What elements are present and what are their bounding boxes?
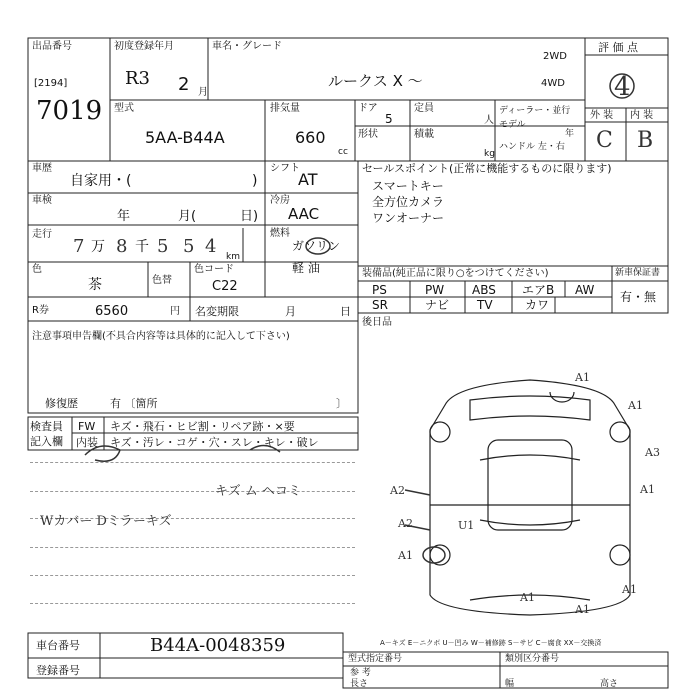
damage-mark: A3: [645, 446, 660, 459]
equipment-pw: PW: [425, 283, 445, 297]
mileage-digit: 5: [183, 236, 195, 257]
name-change-day: 日: [340, 305, 351, 318]
equipment-airbag: エアB: [522, 283, 555, 297]
reg-no-label: 登録番号: [36, 664, 80, 677]
recycle-unit: 円: [170, 306, 180, 317]
ac-label: 冷房: [270, 195, 290, 206]
fuel-diesel: 軽 油: [292, 261, 320, 275]
new-car-warranty-label: 新車保証書: [615, 268, 661, 278]
capacity-unit: 人: [484, 115, 494, 126]
car-name-label: 車名・グレード: [212, 41, 282, 52]
mileage-label: 走行: [32, 229, 52, 240]
damage-legend: A－キズ E－ニクボ U－凹み W－補修跡 S－サビ C－腐食 XX－交換済: [380, 639, 602, 647]
body-label: 形状: [358, 129, 378, 140]
name-change-label: 名変期限: [195, 305, 239, 318]
inspection-year: 年: [117, 209, 131, 224]
note-line: [30, 575, 355, 576]
model-year-label: モデル: [499, 120, 526, 130]
shift-label: シフト: [270, 163, 300, 174]
lot-no-label: 出品番号: [32, 41, 72, 52]
recycle-value: 6560: [95, 304, 129, 319]
mileage-unit-sen: 千: [135, 239, 149, 255]
damage-mark: A2: [390, 484, 405, 497]
damage-mark: A1: [628, 399, 643, 412]
fw-label: FW: [78, 420, 96, 433]
car-name: ルークス X ～: [328, 72, 423, 90]
width-label: 幅: [505, 679, 515, 689]
mileage-digit: 5: [157, 236, 169, 257]
rear-seat-label: 後日品: [362, 317, 392, 328]
interior-grade: B: [637, 128, 654, 153]
score-value: 4: [614, 72, 631, 102]
equipment-tv: TV: [477, 298, 493, 312]
handwritten-note: キズ ム ヘコミ: [215, 484, 302, 499]
car-diagram: [430, 380, 630, 615]
sales-point-item: 全方位カメラ: [372, 195, 445, 209]
chassis-label: 車台番号: [36, 639, 80, 652]
repair-label: 修復歴: [45, 397, 78, 410]
damage-mark: A1: [640, 483, 655, 496]
reg-month: 2: [178, 74, 190, 95]
damage-mark: A1: [520, 591, 535, 604]
first-reg-label: 初度登録年月: [114, 41, 174, 52]
damage-mark: A1: [575, 371, 590, 384]
lot-number: 7019: [36, 96, 103, 126]
sales-point-item: ワンオーナー: [372, 211, 445, 225]
mileage-unit: km: [226, 252, 240, 262]
doors-label: ドア: [358, 103, 378, 114]
name-change-month: 月: [285, 305, 296, 318]
damage-mark: U1: [458, 519, 475, 532]
drive-4wd: 4WD: [541, 78, 565, 89]
model-label: 型式: [114, 103, 134, 114]
inspection-day: 日): [240, 209, 259, 224]
fw-items: キズ・飛石・ヒビ割・リペア跡・×要: [110, 420, 295, 433]
displacement-unit: cc: [338, 147, 348, 157]
inspection-label: 車検: [32, 195, 52, 206]
equipment-navi: ナビ: [425, 298, 450, 312]
color-label: 色: [32, 264, 42, 275]
reg-era: R3: [125, 68, 151, 89]
lot-prefix: [2194]: [34, 78, 68, 89]
recycle-label: R券: [32, 305, 49, 316]
interior-items-label: 内装: [76, 436, 98, 449]
history-close: ): [252, 173, 258, 189]
interior-label: 内 装: [630, 110, 654, 121]
height-label: 高さ: [600, 679, 619, 689]
equipment-title: 装備品(純正品に限り○をつけてください): [362, 268, 549, 279]
model-value: 5AA-B44A: [145, 128, 225, 147]
load-label: 積載: [414, 129, 434, 140]
score-label: 評 価 点: [598, 41, 638, 54]
repair-value: 有 〔箇所: [110, 397, 158, 410]
color-value: 茶: [88, 277, 102, 293]
equipment-abs: ABS: [472, 283, 496, 297]
load-unit: kg: [484, 149, 495, 159]
mileage-unit-man: 万: [91, 239, 105, 255]
note-line: [30, 547, 355, 548]
displacement-label: 排気量: [270, 103, 300, 114]
handle-label: ハンドル 左・右: [499, 142, 565, 152]
equipment-sr: SR: [372, 298, 388, 312]
history-label: 車歴: [32, 163, 52, 174]
exterior-grade: C: [596, 128, 613, 153]
capacity-label: 定員: [414, 103, 434, 114]
fuel-label: 燃料: [270, 228, 290, 239]
equipment-leather: カワ: [525, 298, 550, 312]
declaration-title: 注意事項申告欄(不具合内容等は具体的に記入して下さい): [32, 331, 290, 342]
note-line: [30, 603, 355, 604]
damage-mark: A2: [398, 517, 413, 530]
color-code: C22: [212, 279, 238, 294]
reg-month-unit: 月: [198, 87, 208, 98]
class-label: 類別区分番号: [505, 654, 560, 664]
history-value: 自家用・(: [70, 173, 132, 189]
ac-value: AAC: [288, 205, 320, 223]
chassis-number: B44A-0048359: [150, 635, 286, 656]
displacement-value: 660: [295, 128, 326, 147]
note-line: [30, 491, 355, 492]
color-change-label: 色替: [152, 275, 172, 286]
inspector-label-2: 記入欄: [30, 435, 63, 448]
damage-mark: A1: [575, 603, 590, 616]
drive-2wd: 2WD: [543, 51, 567, 62]
exterior-label: 外 装: [590, 110, 614, 121]
damage-mark: A1: [398, 549, 413, 562]
inspection-month: 月(: [178, 209, 197, 224]
new-car-warranty-value: 有・無: [620, 290, 657, 304]
mileage-digit: 4: [205, 236, 217, 257]
model-year-unit: 年: [565, 129, 575, 139]
repair-close: 〕: [336, 397, 347, 410]
ref-label: 参 考: [350, 668, 371, 678]
handwritten-note: Wカバー Dミラーキズ: [40, 514, 172, 529]
inspector-label: 検査員: [30, 420, 63, 433]
mileage-digit: 8: [116, 236, 128, 257]
sales-point-item: スマートキー: [372, 179, 444, 193]
fuel-gasoline: ガソリン: [292, 239, 341, 253]
equipment-aw: AW: [575, 283, 595, 297]
doors-value: 5: [385, 112, 393, 126]
note-line: [30, 462, 355, 463]
damage-mark: A1: [622, 583, 637, 596]
type-cert-label: 型式指定番号: [348, 654, 403, 664]
length-label: 長さ: [350, 679, 369, 689]
color-code-label: 色コード: [194, 264, 234, 275]
interior-items: キズ・汚レ・コゲ・穴・スレ・キレ・破レ: [110, 436, 319, 449]
sales-points-title: セールスポイント(正常に機能するものに限ります): [362, 162, 612, 175]
shift-value: AT: [298, 170, 318, 189]
mileage-digit: 7: [73, 236, 85, 257]
dealer-label: ディーラー・並行: [499, 106, 571, 116]
equipment-ps: PS: [372, 283, 387, 297]
